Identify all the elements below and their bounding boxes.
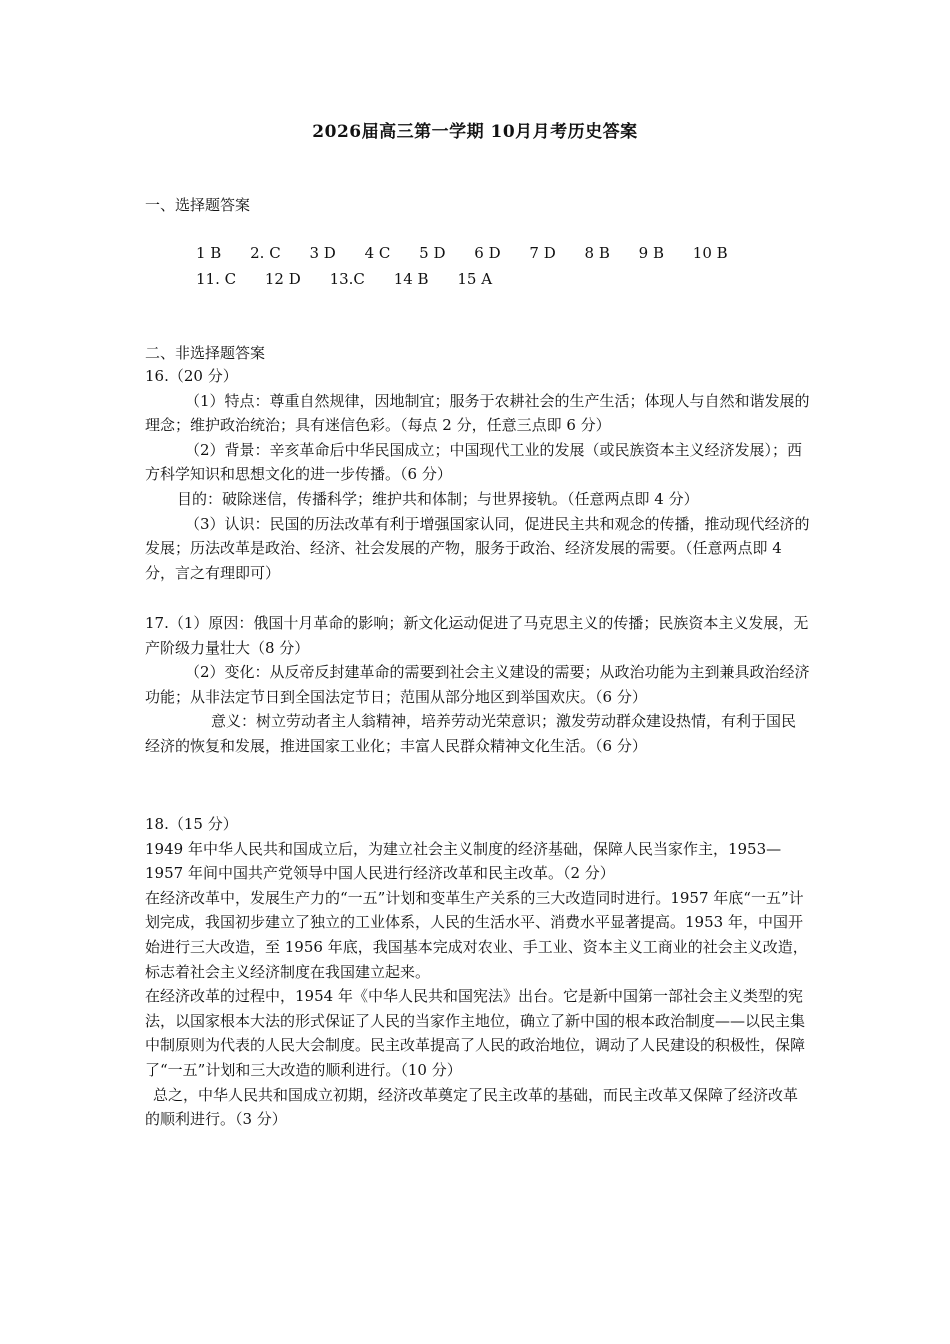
- q18-para3: 在经济改革的过程中，1954 年《中华人民共和国宪法》出台。它是新中国第一部社会主义类型的宪法，以国家根本大法的形式保证了人民的当家作主地位，确立了新中国的根本政治制度——以民主集中制原则为代表的人民大会制度。民主改革提高了人民的政治地位，调动了人民建设的积极性，保障了“一五”计划和三大改造的顺利进行。（10 分）: [145, 987, 806, 1079]
- q16-part1: （1）特点：尊重自然规律，因地制宜；服务于农耕社会的生产生活；体现人与自然和谐发展的理念；维护政治统治；具有迷信色彩。（每点 2 分，任意三点即 6 分）: [145, 391, 810, 435]
- mc-answer: 7 D: [529, 244, 556, 262]
- q18-header: 18.（15 分）: [145, 815, 238, 833]
- mc-answer: 6 D: [474, 244, 501, 262]
- mc-answer: 3 D: [309, 244, 336, 262]
- q17-part1: 17.（1）原因：俄国十月革命的影响；新文化运动促进了马克思主义的传播；民族资本主义发展，无产阶级力量壮大（8 分）: [145, 614, 809, 657]
- q18-summary: 总之，中华人民共和国成立初期，经济改革奠定了民主改革的基础，而民主改革又保障了经济改革的顺利进行。（3 分）: [145, 1085, 799, 1129]
- mc-answer: 13.C: [329, 270, 365, 288]
- mc-answer: 15 A: [457, 270, 493, 288]
- q16-part2: （2）背景：辛亥革命后中华民国成立；中国现代工业的发展（或民族资本主义经济发展）；西方科学知识和思想文化的进一步传播。（6 分）: [145, 440, 803, 484]
- question-18: [145, 812, 810, 1132]
- q17-part2: （2）变化：从反帝反封建革命的需要到社会主义建设的需要；从政治功能为主到兼具政治经济功能；从非法定节日到全国法定节日；范围从部分地区到举国欢庆。（6 分）: [145, 663, 810, 706]
- mc-answer: 8 B: [584, 244, 610, 262]
- q18-para1: 1949 年中华人民共和国成立后，为建立社会主义制度的经济基础，保障人民当家作主，1953—1957 年间中国共产党领导中国人民进行经济改革和民主改革。（2 分）: [145, 839, 782, 883]
- page-title: 2026届高三第一学期 10月月考历史答案: [312, 122, 638, 142]
- q16-header: 16.（20 分）: [145, 367, 238, 385]
- section2-heading: 二、非选择题答案: [145, 344, 266, 362]
- q16-part2-purpose: 目的：破除迷信，传播科学；维护共和体制；与世界接轨。（任意两点即 4 分）: [177, 489, 699, 508]
- mc-answers-row1: [196, 244, 752, 262]
- q17-significance: 意义：树立劳动者主人翁精神，培养劳动光荣意识；激发劳动群众建设热情，有利于国民经济的恢复和发展，推进国家工业化；丰富人民群众精神文化生活。（6 分）: [145, 712, 797, 755]
- q16-part3: （3）认识：民国的历法改革有利于增强国家认同，促进民主共和观念的传播，推动现代经济的发展；历法改革是政治、经济、社会发展的产物，服务于政治、经济发展的需要。（任意两点即 4 分，言之有理即可）: [145, 514, 810, 582]
- mc-answer: 2. C: [250, 244, 281, 262]
- section1-heading: 一、选择题答案: [145, 196, 251, 214]
- mc-answer: 4 C: [364, 244, 391, 262]
- mc-answer: 9 B: [638, 244, 665, 262]
- mc-answer: 14 B: [393, 270, 429, 288]
- mc-answer: 5 D: [419, 244, 446, 262]
- mc-answer: 10 B: [692, 244, 728, 262]
- mc-answer: 1 B: [196, 244, 222, 262]
- question-16: [145, 364, 810, 585]
- mc-answers-row2: [196, 270, 516, 288]
- q18-para2: 在经济改革中，发展生产力的“一五”计划和变革生产关系的三大改造同时进行。1957 年底“一五”计划完成，我国初步建立了独立的工业体系，人民的生活水平、消费水平显著提高。1953 年，中国开始进行三大改造，至 1956 年底，我国基本完成对农业、手工业、资本主义工商业的社会主义改造，标志着社会主义经济制度在我国建立起来。: [145, 888, 808, 981]
- mc-answer: 12 D: [264, 270, 301, 288]
- mc-answer: 11. C: [196, 270, 237, 288]
- question-17: [145, 611, 810, 759]
